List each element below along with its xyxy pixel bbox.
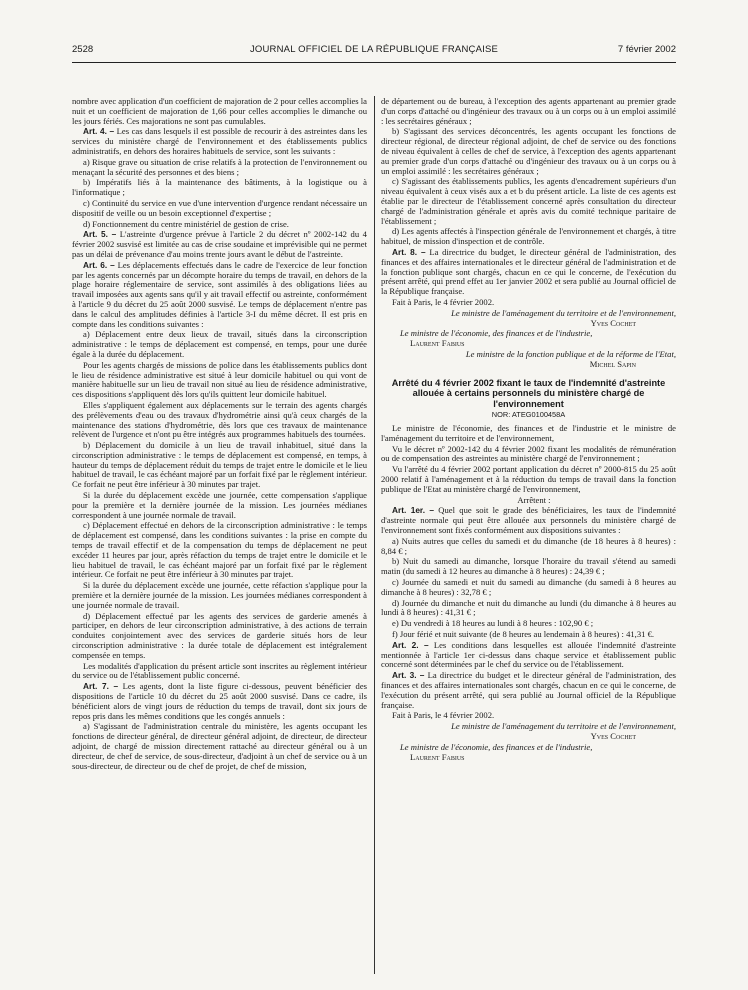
article-label: Art. 3. – [392, 670, 425, 681]
paragraph: Si la durée du déplacement excède une journée, cette réfaction s'applique pour la première et la dernière journée de la mission. Les journées médianes correspondent à une journée normale de travail. [72, 580, 367, 610]
article-2 [381, 641, 676, 670]
header-rule [72, 62, 676, 63]
article-label: Art. 2. – [392, 639, 429, 650]
article-text: L'astreinte d'urgence prévue à l'article 2 du décret nº 2002-142 du 4 février 2002 susvisé est limitée au cas de crise soudaine et imprévisible qui ne permet pas un délai de prévenance d'au moins trente jours avant le début de l'astreinte. [72, 229, 367, 259]
article-text: Les conditions dans lesquelles est allouée l'indemnité d'astreinte mentionnée à l'article 1er ci-dessus dans chaque service et établissement public concerné sont déterminées par le chef du service ou de l'établissement. [381, 639, 676, 670]
signature-block [381, 722, 676, 742]
list-item: d) Fonctionnement du centre ministériel de gestion de crise. [83, 218, 289, 229]
page-number: 2528 [72, 44, 94, 55]
article-4 [72, 127, 367, 156]
right-column [381, 97, 676, 975]
list-item: d) Déplacement effectué par les agents des services de garderie amenés à participer, en dehors de leur circonscription administrative, à des actions de terrain conduites conjointement avec des services de garderie situés hors de leur circonscription administrative : la durée totale de déplacement est intégralement compensée en temps. [72, 610, 367, 660]
list-item: a) Déplacement entre deux lieux de travail, situés dans la circonscription administrative : le temps de déplacement est compensé, en temps, pour une durée égale à la durée du déplacement. [72, 329, 367, 359]
signatory-title: Le ministre de la fonction publique et de la réforme de l'Etat, [465, 348, 676, 359]
signatory-title: Le ministre de l'économie, des finances et de l'industrie, [400, 328, 593, 339]
signature-block [381, 350, 676, 370]
article-label: Art. 6. – [83, 259, 115, 270]
page-header [72, 44, 676, 60]
signatory-name: Yves Cochet [590, 731, 636, 741]
list-item: c) Continuité du service en vue d'une intervention d'urgence rendant nécessaire un dispositif de veille ou un besoin exceptionnel d'expertise ; [72, 197, 367, 218]
article-3 [381, 671, 676, 710]
paragraph: de département ou de bureau, à l'exception des agents appartenant au premier grade d'un corps d'attaché ou d'ingénieur des travaux ou à un corps ou à un emploi assimilé : les secrétaires généraux ; [381, 97, 676, 126]
article-text: Les agents, dont la liste figure ci-dessous, peuvent bénéficier des dispositions de l'article 10 du décret du 25 août 2000 susvisé. Dans ce cadre, ils bénéficient alors de vingt jours de réduction du temps de travail, dont six jours de repos pris dans les mêmes conditions que les congés annuels : [72, 681, 367, 721]
arretent-heading: Arrêtent : [517, 494, 551, 505]
signatory-name: Laurent Fabius [410, 751, 465, 762]
list-item: d) Les agents affectés à l'inspection générale de l'environnement et chargés, à titre habituel, de mission d'inspection et de contrôle. [381, 226, 676, 247]
rate-item: a) Nuits autres que celles du samedi et du dimanche (de 18 heures à 8 heures) : 8,84 € ; [381, 535, 676, 556]
paragraph: Pour les agents chargés de missions de police dans les établissements publics dont le lieu de résidence administrative est situé à leur domicile habituel ou qui vont de manière habituelle sur un lieu de travail non situé au lieu de résidence administrative, ces dispositions s'appliquent dès lors qu'ils quittent leur domicile habituel. [72, 359, 367, 400]
signatory-name: Yves Cochet [590, 317, 636, 328]
article-6 [72, 261, 367, 330]
article-7 [72, 682, 367, 721]
arrete-title: Arrêté du 4 février 2002 fixant le taux de l'indemnité d'astreinte allouée à certains personnels du ministère chargé de l'environnement [391, 377, 666, 409]
nor-reference: NOR: ATEG0100458A [491, 410, 566, 420]
publication-date: 7 février 2002 [617, 44, 676, 55]
list-item: b) Déplacement du domicile à un lieu de travail inhabituel, situé dans la circonscription administrative : le temps de déplacement est compensé, en temps, à hauteur du temps de déplacement réduit du temps de trajet entre le domicile et le lieu habituel de travail, le cas échéant majoré par un forfait fixé par le règlement intérieur. Ce forfait ne peut être inférieur à 30 minutes par trajet. [72, 440, 367, 490]
rate-item: b) Nuit du samedi au dimanche, lorsque l'horaire du travail s'étend au samedi matin (du samedi à 12 heures au dimanche à 8 heures) : 24,39 € ; [381, 556, 676, 577]
list-item: a) S'agissant de l'administration centrale du ministère, les agents occupant les fonctions de directeur général, de directeur général adjoint, de directeur, de directeur adjoint, de chargé de mission directement rattaché au directeur général ou à un directeur, de chef de service, de sous-directeur, d'adjoint à un chef de service ou à un sous-directeur, de directeur ou de chef de projet, de chef de mission, [72, 721, 367, 771]
signatory-title: Le ministre de l'aménagement du territoire et de l'environnement, [451, 307, 676, 318]
paragraph: Elles s'appliquent également aux déplacements sur le terrain des agents chargés des prélèvements d'eau ou des travaux d'hydrométrie ainsi qu'à ceux chargés de la maintenance des stations d'hydrométrie, dès lors que ces travaux de maintenance relèvent de l'urgence et n'ont pu être intégrés aux programmes habituels des tournées. [72, 399, 367, 440]
list-item: b) S'agissant des services déconcentrés, les agents occupant les fonctions de directeur régional, de directeur régional adjoint, de chef de service ou des fonctions de niveau équivalent à celles de chef de service, à l'exception des agents appartenant au premier grade d'un corps d'attaché ou d'ingénieur des travaux ou à un corps ou à un emploi assimilé : les secrétaires généraux ; [381, 126, 676, 176]
article-5 [72, 230, 367, 259]
article-1 [381, 506, 676, 535]
journal-title: JOURNAL OFFICIEL DE LA RÉPUBLIQUE FRANÇAISE [249, 44, 499, 55]
paragraph: Les modalités d'application du présent article sont inscrites au règlement intérieur du service ou de l'établissement public concerné. [72, 660, 367, 681]
signatory-title: Le ministre de l'économie, des finances et de l'industrie, [400, 741, 593, 752]
signatory-title: Le ministre de l'aménagement du territoire et de l'environnement, [451, 721, 676, 732]
signature-block [381, 329, 676, 349]
signature-block [381, 743, 676, 763]
rate-item: f) Jour férié et nuit suivante (de 8 heures au lendemain à 8 heures) : 41,31 €. [392, 629, 655, 640]
article-label: Art. 5. – [83, 229, 117, 240]
article-text: Les déplacements effectués dans le cadre de l'exercice de leur fonction par les agents concernés par un décompte horaire du temps de travail, en dehors de la plage horaire réglementaire de service, sont assimilés à des obligations liées au travail imposées aux agents sans qu'il y ait travail effectif ou astreinte, conformément à l'article 9 du décret du 25 août 2000 susvisé. Le temps de déplacement n'entre pas dans le calcul des amplitudes définies à l'article 3-I du même décret. Il est pris en compte dans les conditions suivantes : [72, 259, 367, 329]
rate-item: c) Journée du samedi et nuit du samedi au dimanche (du samedi à 8 heures au dimanche à 8 heures) : 32,78 € ; [381, 577, 676, 597]
fait-line: Fait à Paris, le 4 février 2002. [392, 710, 495, 721]
list-item: c) Déplacement effectué en dehors de la circonscription administrative : le temps de déplacement est compensé, dans les conditions suivantes : la prise en compte du temps de travail effectif et de la compensation du temps de déplacement ne peut excéder 11 heures par jour, après réfaction du temps de trajet entre le domicile et le lieu habituel de travail, le cas échéant majoré par un forfait fixé par le règlement intérieur. Ce forfait ne peut être inférieur à 30 minutes par trajet. [72, 520, 367, 580]
list-item: a) Risque grave ou situation de crise relatifs à la protection de l'environnement ou menaçant la sécurité des personnes et des biens ; [72, 156, 367, 177]
rate-item: e) Du vendredi à 18 heures au lundi à 8 heures : 102,90 € ; [392, 618, 594, 629]
article-text: Les cas dans lesquels il est possible de recourir à des astreintes dans les services du ministère chargé de l'environnement et des établissements publics administratifs, en dehors des horaires habituels de service, sont les suivants : [72, 126, 367, 156]
article-text: La directrice du budget et le directeur général de l'administration, des finances et des affaires internationales sont chargés, chacun en ce qui le concerne, de l'exécution du présent arrêté, qui sera publié au Journal officiel de la République française. [381, 670, 676, 710]
article-label: Art. 7. – [83, 681, 119, 692]
signatory-name: Michel Sapin [589, 358, 636, 369]
column-divider [374, 96, 375, 974]
signature-block [381, 309, 676, 329]
left-column [72, 97, 367, 975]
paragraph: Le ministre de l'économie, des finances et de l'industrie et le ministre de l'aménagement du territoire et de l'environnement, [381, 423, 676, 443]
visa: Vu l'arrêté du 4 février 2002 portant application du décret nº 2000-815 du 25 août 2000 relatif à l'aménagement et à la réduction du temps de travail dans la fonction publique de l'Etat au ministère chargé de l'environnement, [381, 464, 676, 494]
fait-line: Fait à Paris, le 4 février 2002. [392, 296, 495, 307]
visa: Vu le décret nº 2002-142 du 4 février 2002 fixant les modalités de rémunération ou de compensation des astreintes au ministère chargé de l'environnement ; [381, 443, 676, 464]
article-text: Quel que soit le grade des bénéficiaires, les taux de l'indemnité d'astreinte normale qui peut être allouée aux personnels du ministère chargé de l'environnement sont fixés conformément aux dispositions suivantes : [381, 505, 676, 536]
signatory-name: Laurent Fabius [410, 338, 465, 349]
article-label: Art. 1er. – [392, 505, 435, 516]
rate-item: d) Journée du dimanche et nuit du dimanche au lundi (du dimanche à 8 heures au lundi à 8 heures) : 41,31 € ; [381, 597, 676, 618]
article-label: Art. 8. – [392, 246, 426, 257]
article-8 [381, 248, 676, 297]
list-item: c) S'agissant des établissements publics, les agents d'encadrement supérieurs d'un niveau équivalent à ceux visés aux a et b du présent article. La liste de ces agents est établie par le directeur de l'établissement concerné après consultation du directeur chargé de l'administration générale et après avis du comité technique paritaire de l'établissement ; [381, 176, 676, 226]
article-label: Art. 4. – [83, 126, 115, 137]
article-text: La directrice du budget, le directeur général de l'administration, des finances et des affaires internationales et le directeur général de l'administration et de la fonction publique sont chargés, chacun en ce qui le concerne, de l'exécution du présent arrêté, qui prend effet au 1er janvier 2002 et sera publié au Journal officiel de la République française. [381, 246, 676, 297]
paragraph: nombre avec application d'un coefficient de majoration de 2 pour celles accomplies la nuit et un coefficient de majoration de 1,66 pour celles accomplies le dimanche ou les jours fériés. Ces majorations ne sont pas cumulables. [72, 97, 367, 126]
list-item: b) Impératifs liés à la maintenance des bâtiments, à la logistique ou à l'informatique ; [72, 177, 367, 198]
paragraph: Si la durée du déplacement excède une journée, cette compensation s'applique pour la première et la dernière journée de la mission. Les journées médianes correspondent à une journée normale de travail. [72, 490, 367, 520]
